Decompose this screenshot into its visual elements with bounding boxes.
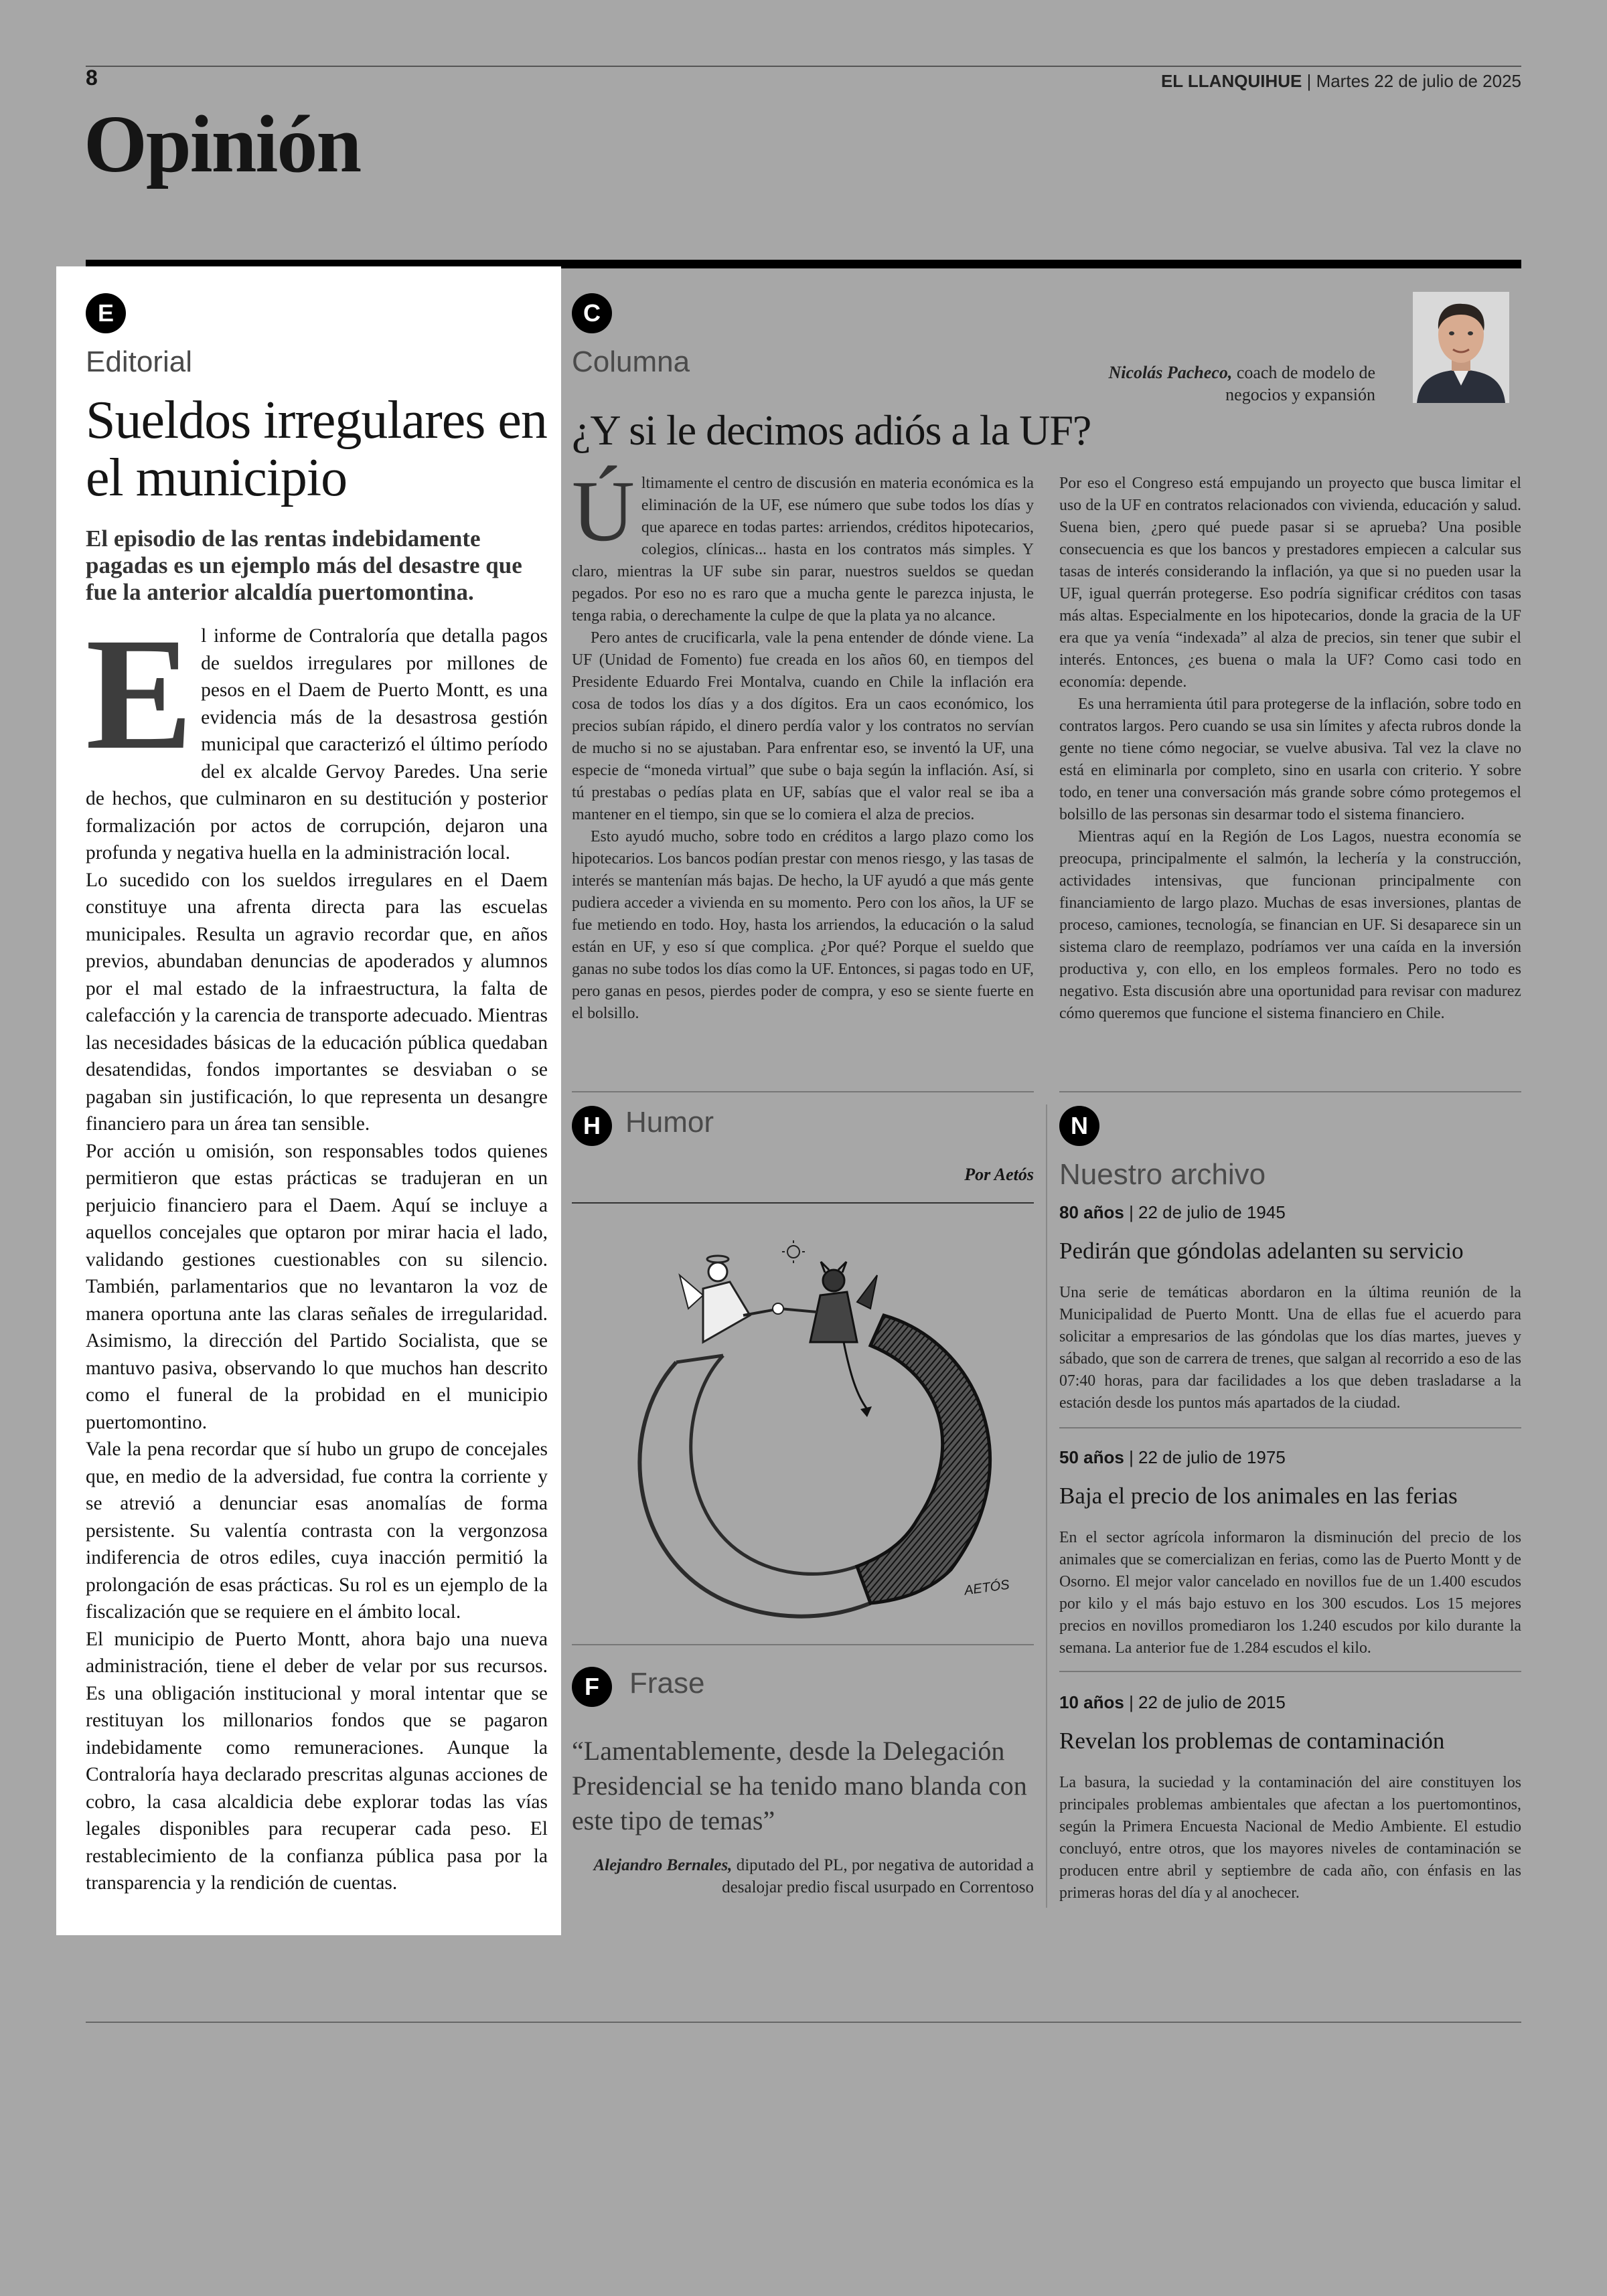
section-title: Opinión [84, 99, 361, 189]
archive-date: | 22 de julio de 1975 [1129, 1447, 1286, 1467]
editorial-body [86, 604, 548, 1897]
editorial-deck: El episodio de las rentas indebidamente pagadas es un ejemplo más del desastre que fue la anterior alcaldía puertomontina. [86, 525, 522, 605]
humor-top-rule [572, 1091, 1034, 1092]
humor-rule [572, 1202, 1034, 1204]
frase-badge: F [572, 1667, 612, 1707]
archive-headline: Pedirán que góndolas adelanten su servicio [1059, 1238, 1464, 1264]
editorial-badge: E [86, 293, 126, 333]
column-paragraph: Por eso el Congreso está empujando un proyecto que busca limitar el uso de la UF en contratos relacionados con vivienda, educación y salud. Suena bien, ¿pero qué puede pasar si se aprueba? Una posible consecuencia es que los bancos y prestadores empiecen a calcular sus tasas de interés considerando la inflación, ya que si no pueden usar la UF, igual querrán protegerse. Eso podría significar créditos con tasas más altas. Especialmente en los hipotecarios, donde la gracia de la UF era que ya venía “indexada” al alza de precios, sin tener que subir el interés. Entonces, ¿es buena o mala la UF? Como casi todo en economía: depende. [1059, 475, 1521, 691]
archive-text: En el sector agrícola informaron la disminución del precio de los animales que se comercializan en ferias, como las de Puerto Montt y de Osorno. El mejor valor cancelado en novillos fue de un 1.400 escudos por kilo y el más bajo estuvo en los 300 escudos. Los 15 mejores precios en novillos promediaron los 1.240 escudos por kilo durante la semana. La anterior fue de 1.284 escudos el kilo. [1059, 1529, 1521, 1657]
frase-attribution [572, 1854, 1034, 1898]
humor-label: Humor [625, 1106, 714, 1139]
column-divider [1046, 1104, 1047, 1908]
archive-years: 80 años [1059, 1202, 1124, 1222]
editorial-paragraph: l informe de Contraloría que detalla pagos de sueldos irregulares por millones de pesos en el Daem de Puerto Montt, es una evidencia más de la desastrosa gestión municipal que caracterizó el último período del ex alcalde Gervoy Paredes. Una serie de hechos, que culminaron en su destitución y posterior formalización por actos de corrupción, dejaron una profunda y negativa huella en la administración local. [86, 625, 548, 864]
editorial-paragraph: El municipio de Puerto Montt, ahora bajo una nueva administración, tiene el deber de velar por sus recursos. Es una obligación institucional y moral intentar que se restituyan los millonarios fondos que se pagaron indebidamente como remuneraciones. Aunque la Contraloría haya declarado prescritas algunas acciones de cobro, la casa alcaldicia debe explorar todas las vías legales disponibles para recuperar cada peso. El restablecimiento de la confianza pública pasa por la transparencia y la rendición de cuentas. [86, 1628, 548, 1894]
column-author-role: coach de modelo de negocios y expansión [1225, 363, 1375, 404]
issue-date: Martes 22 de julio de 2025 [1316, 71, 1521, 91]
column-headline: ¿Y si le decimos adiós a la UF? [572, 406, 1091, 454]
archive-headline: Baja el precio de los animales en las ferias [1059, 1483, 1458, 1509]
masthead-separator: | [1302, 71, 1316, 91]
frase-quote: “Lamentablemente, desde la Delegación Presidencial se ha tenido mano blanda con este tipo de temas” [572, 1736, 1027, 1835]
archive-item [1059, 1202, 1521, 1414]
frase-top-rule [572, 1644, 1034, 1645]
frase-attribution-text: diputado del PL, por negativa de autoridad a desalojar predio fiscal usurpado en Correntoso [722, 1856, 1034, 1896]
archive-headline: Revelan los problemas de contaminación [1059, 1728, 1445, 1754]
archive-divider [1059, 1427, 1521, 1428]
humor-badge: H [572, 1106, 612, 1146]
archive-top-rule [1059, 1091, 1521, 1092]
archive-item-year [1059, 1202, 1521, 1223]
archive-divider [1059, 1671, 1521, 1672]
column-left-text [572, 463, 1034, 1025]
editorial-headline: Sueldos irregulares en el municipio [86, 391, 547, 507]
archive-item [1059, 1692, 1521, 1904]
archive-date: | 22 de julio de 2015 [1129, 1692, 1286, 1712]
page-number: 8 [86, 66, 98, 90]
column-paragraph: Pero antes de crucificarla, vale la pena entender de dónde viene. La UF (Unidad de Fomento) fue creada en los años 60, en tiempos del Presidente Eduardo Frei Montalva, cuando en Chile la inflación era cosa de todos los días y a dos dígitos. Era un caos económico, los precios subían rápido, el dinero perdía valor y los contratos no servían de mucho si no se ajustaban. Para enfrentar eso, se inventó la UF, una especie de “moneda virtual” que sube o baja según la inflación. Así, si tú prestabas o pedías plata en UF, sabías que el valor real se iba a mantener en el tiempo, sin que se lo comiera el alza de precios. [572, 629, 1034, 823]
archive-years: 50 años [1059, 1447, 1124, 1467]
archive-years: 10 años [1059, 1692, 1124, 1712]
column-right-text [1059, 473, 1521, 1025]
column-paragraph: Es una herramienta útil para protegerse de la inflación, sobre todo en contratos largos. Pero cuando se usa sin límites y afecta rubros donde la gente no tiene cómo negociar, se vuelve abusiva. Tal vez la clave no está en eliminarla por completo, sino en usarla con criterio. Y sobre todo, en tener una conversación más grande sobre cómo protegemos el bolsillo de las personas sin desarmar todo el sistema financiero. [1059, 695, 1521, 823]
humor-credit: Por Aetós [964, 1165, 1034, 1184]
editorial-paragraph: Por acción u omisión, son responsables todos quienes permitieron que estas prácticas se tradujeran en un perjuicio financiero para el Daem. Aquí se incluye a aquellos concejales que optaron por mirar hacia el lado, validando gestiones cuestionables con su silencio. También, parlamentarios que no levantaron la voz de manera oportuna ante las claras señales de irregularidad. Asimismo, la dirección del Partido Socialista, que se mantuvo pasiva, observando lo que muchos han descrito como el funeral de la probidad en el municipio puertomontino. [86, 1140, 548, 1433]
archive-text: La basura, la suciedad y la contaminación del aire constituyen los principales problemas ambientales que afectan a los puertomontinos, según la Primera Encuesta Nacional de Medio Ambiente. El estudio concluyó, entre otros, que los mayores niveles de contaminación se producen entre abril y septiembre de cada año, con énfasis en las primeras horas del día y al anochecer. [1059, 1774, 1521, 1902]
column-paragraph: ltimamente el centro de discusión en materia económica es la eliminación de la UF, ese número que sube todos los días y que aparece en todas partes: arriendos, créditos hipotecarios, colegios, clínicas... hasta en los contratos más simples. Y claro, mientras la UF sube sin parar, nuestros sueldos se quedan pegados. Por eso no es raro que a mucha gente le parezca injusta, le tenga rabia, o derechamente la culpe de que la plata ya no alcance. [572, 475, 1034, 625]
archive-item-year [1059, 1447, 1521, 1468]
bottom-rule [86, 2022, 1521, 2023]
column-paragraph: Esto ayudó mucho, sobre todo en créditos a largo plazo como los hipotecarios. Los bancos podían prestar con menos riesgo, y las tasas de interés se mantenían más bajas. De hecho, la UF ayudó a que más gente pudiera acceder a vivienda en su momento. Pero con los años, la UF se fue metiendo en todo. Hoy, hasta los arriendos, la educación o la salud están en UF, y eso sí que complica. ¿Por qué? Porque el sueldo que ganas no sube todos los días como la UF. Entonces, si pagas todo en UF, pero ganas en pesos, pierdes poder de compra, y eso se siente fuerte en el bolsillo. [572, 828, 1034, 1022]
archive-date: | 22 de julio de 1945 [1129, 1202, 1286, 1222]
top-rule [86, 66, 1521, 67]
column-drop-cap: Ú [572, 463, 635, 560]
archive-item-year [1059, 1692, 1521, 1713]
frase-label: Frase [629, 1667, 705, 1700]
archive-label: Nuestro archivo [1059, 1158, 1266, 1191]
column-badge: C [572, 293, 612, 333]
column-paragraph: Mientras aquí en la Región de Los Lagos, nuestra economía se preocupa, principalmente el salmón, la lechería y la construcción, actividades intensivas, que funcionan principalmente con financiamiento de largo plazo. Muchas de esas inversiones, plantas de proceso, camiones, tecnología, se financian en UF. Si desaparece sin un sistema claro de reemplazo, podríamos ver una caída en la inversión productiva y, con ello, en los empleos formales. Pero no todo es negativo. Esta discusión abre una oportunidad para revisar con madurez cómo queremos que funcione el sistema financiero en Chile. [1059, 828, 1521, 1022]
archive-badge: N [1059, 1106, 1099, 1146]
humor-cartoon [603, 1208, 1018, 1630]
cartoon-signature: AETÓS [963, 1577, 1010, 1598]
editorial-kicker: Editorial [86, 345, 192, 378]
editorial-paragraph: Lo sucedido con los sueldos irregulares en el Daem constituye una afrenta directa para las escuelas municipales. Resulta un agravio recordar que, en años previos, abundaban denuncias de apoderados y alumnos por el mal estado de la infraestructura, la falta de calefacción y la carencia de transporte adecuado. Mientras las necesidades básicas de la educación pública quedaban desatendidas, fondos importantes se desviaban o se pagaban sin justificación, lo que representa un desangre financiero para un área tan sensible. [86, 869, 548, 1135]
column-byline [1045, 361, 1375, 406]
newspaper-name: EL LLANQUIHUE [1160, 71, 1302, 91]
column-kicker: Columna [572, 345, 690, 378]
editorial-drop-cap: E [86, 604, 194, 783]
author-photo [1413, 292, 1509, 403]
editorial-paragraph: Vale la pena recordar que sí hubo un grupo de concejales que, en medio de la adversidad, fue contra la corriente y se atrevió a denunciar esas anomalías de forma persistente. Su valentía contrasta con la vergonzosa indiferencia de otros ediles, cuya inacción permitió la prolongación de esas prácticas. Su rol es un ejemplo de la fiscalización que se requiere en el ámbito local. [86, 1439, 548, 1623]
archive-item [1059, 1447, 1521, 1659]
archive-text: Una serie de temáticas abordaron en la última reunión de la Municipalidad de Puerto Montt. Una de ellas fue el acuerdo para solicitar a empresarios de las góndolas que los días martes, jueves y sábado, que son de carrera de trenes, que salgan al recorrido a eso de las 07:40 horas, para dar facilidades a los que deben trasladarse a la estación desde los puntos más apartados de la ciudad. [1059, 1284, 1521, 1412]
masthead [1161, 71, 1521, 92]
frase-attribution-name: Alejandro Bernales, [593, 1856, 733, 1874]
column-author-name: Nicolás Pacheco, [1108, 363, 1233, 382]
cartoon-drawing [603, 1208, 1018, 1630]
